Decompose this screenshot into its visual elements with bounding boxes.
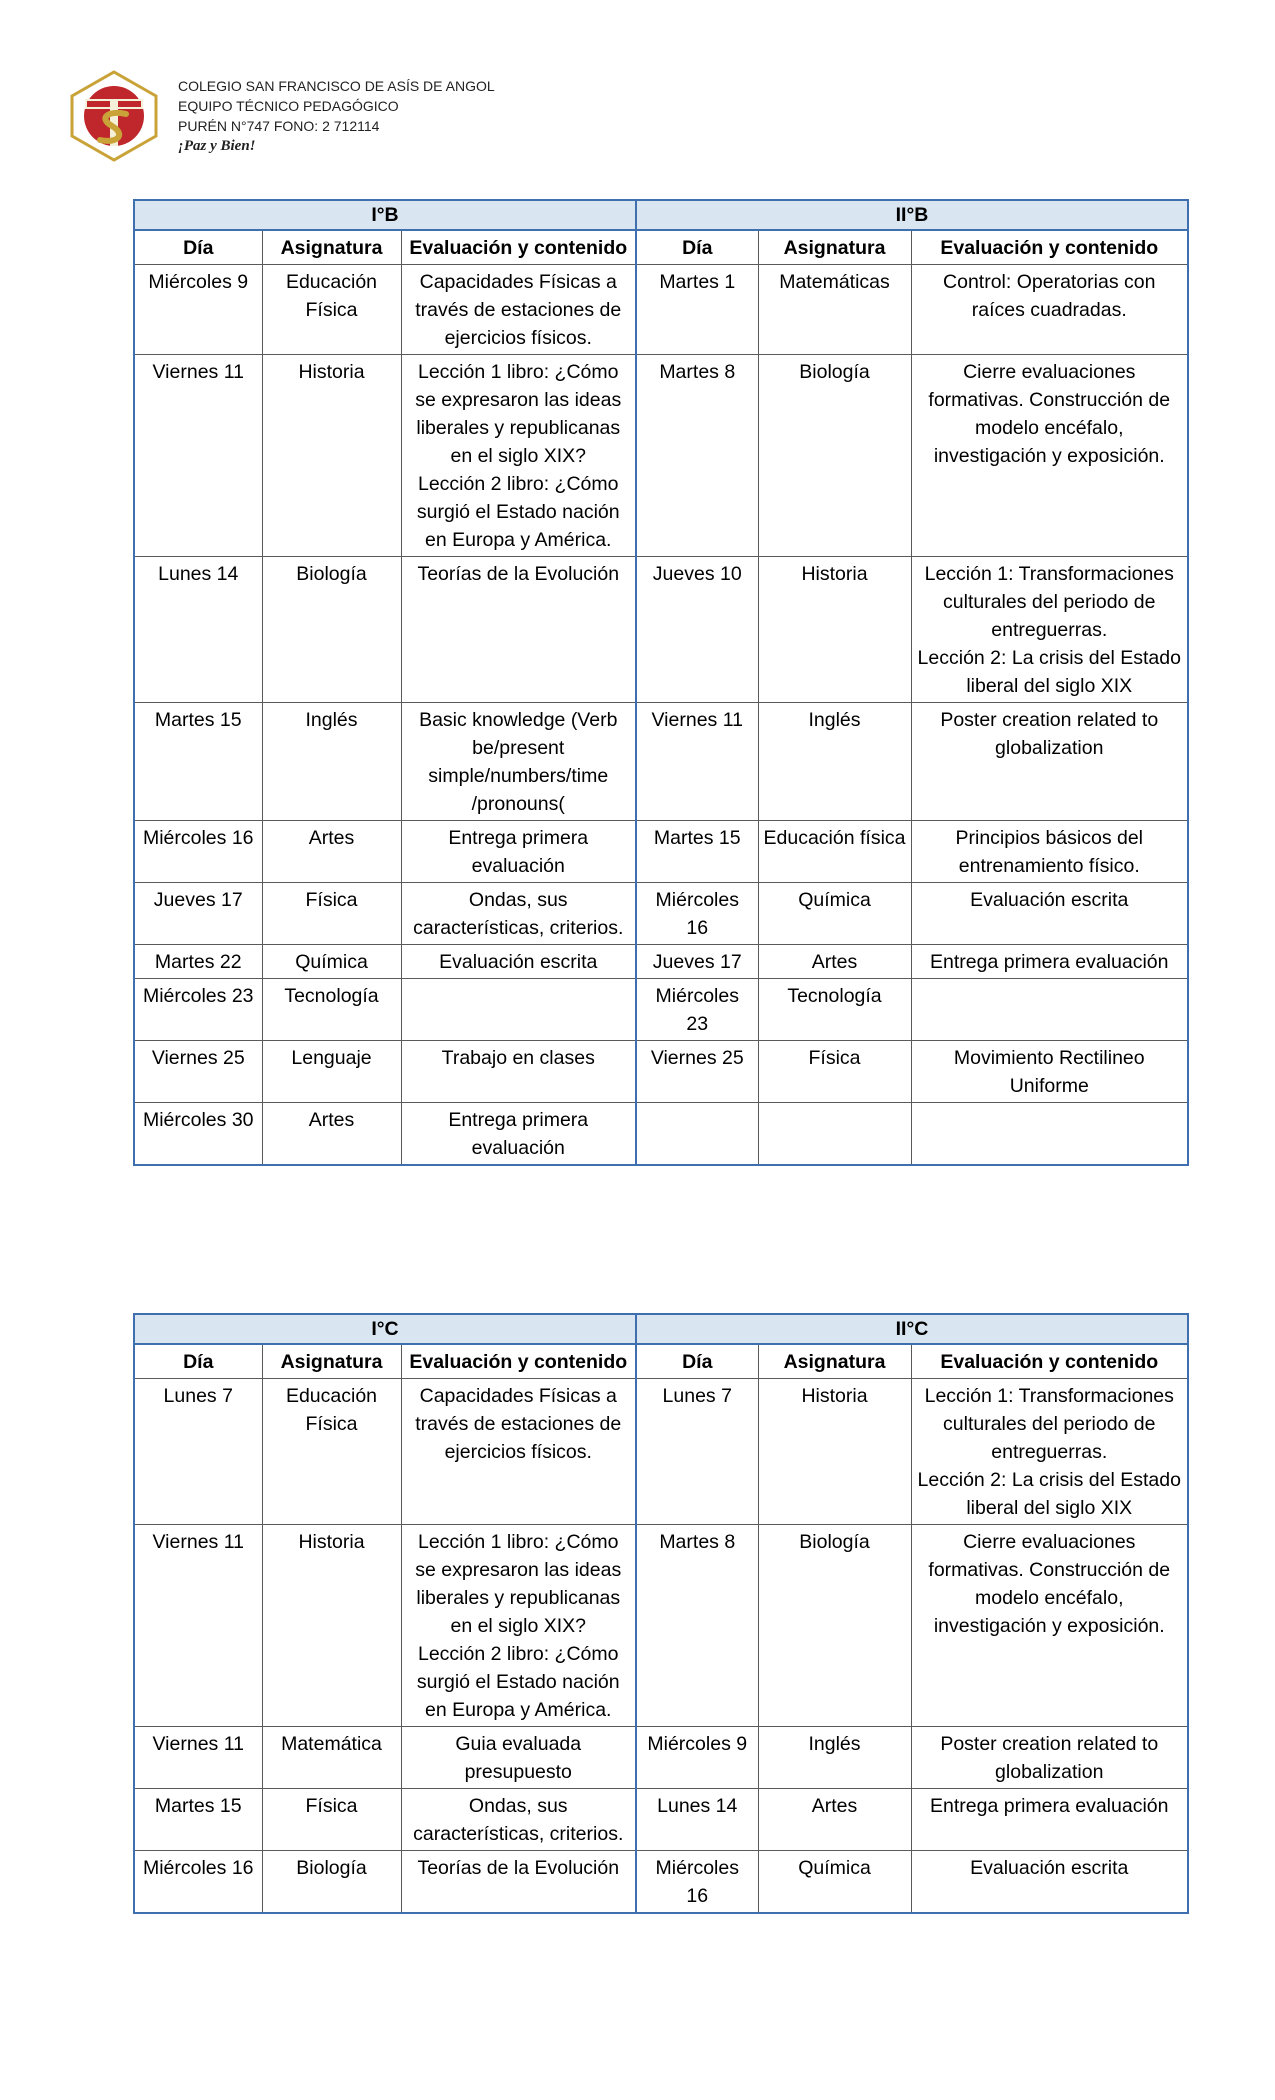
table-row [134, 265, 1188, 355]
day-cell-right: Viernes 25 [636, 1041, 758, 1103]
subject-cell-right: Historia [758, 1379, 911, 1525]
day-cell-right: Martes 8 [636, 355, 758, 557]
evaluation-cell-right: Evaluación escrita [911, 883, 1188, 945]
evaluation-cell-left: Teorías de la Evolución [401, 1851, 636, 1914]
subject-cell-left: Educación Física [262, 265, 401, 355]
day-cell-left: Miércoles 9 [134, 265, 262, 355]
subject-cell-left: Biología [262, 557, 401, 703]
day-cell-right: Martes 1 [636, 265, 758, 355]
day-cell-right [636, 1103, 758, 1166]
evaluation-cell-right [911, 1103, 1188, 1166]
table-row [134, 355, 1188, 557]
evaluation-cell-left: Ondas, sus características, criterios. [401, 883, 636, 945]
day-cell-left: Viernes 25 [134, 1041, 262, 1103]
column-header-row [134, 230, 1188, 265]
subject-cell-left: Física [262, 1789, 401, 1851]
table-row [134, 1041, 1188, 1103]
evaluation-cell-right: Cierre evaluaciones formativas. Construcción de modelo encéfalo, investigación y exposición. [911, 1525, 1188, 1727]
column-header-evaluation-left: Evaluación y contenido [401, 1344, 636, 1379]
table-row [134, 557, 1188, 703]
subject-cell-right: Historia [758, 557, 911, 703]
day-cell-left: Miércoles 16 [134, 1851, 262, 1914]
table-row [134, 1789, 1188, 1851]
day-cell-left: Viernes 11 [134, 1727, 262, 1789]
subject-cell-right: Biología [758, 355, 911, 557]
table-row [134, 703, 1188, 821]
subject-cell-left: Artes [262, 1103, 401, 1166]
evaluation-cell-right: Entrega primera evaluación [911, 945, 1188, 979]
evaluation-cell-right: Entrega primera evaluación [911, 1789, 1188, 1851]
day-cell-left: Jueves 17 [134, 883, 262, 945]
day-cell-left: Lunes 14 [134, 557, 262, 703]
subject-cell-left: Historia [262, 1525, 401, 1727]
column-header-day-right: Día [636, 1344, 758, 1379]
subject-cell-left: Tecnología [262, 979, 401, 1041]
evaluation-cell-right: Lección 1: Transformaciones culturales del periodo de entreguerras. Lección 2: La crisis del Estado liberal del siglo XIX [911, 1379, 1188, 1525]
school-name: COLEGIO SAN FRANCISCO DE ASÍS DE ANGOL [178, 78, 495, 94]
subject-cell-left: Biología [262, 1851, 401, 1914]
subject-cell-left: Matemática [262, 1727, 401, 1789]
evaluation-cell-right: Principios básicos del entrenamiento físico. [911, 821, 1188, 883]
evaluation-cell-right: Cierre evaluaciones formativas. Construcción de modelo encéfalo, investigación y exposición. [911, 355, 1188, 557]
subject-cell-left: Física [262, 883, 401, 945]
table-row [134, 979, 1188, 1041]
evaluation-cell-right: Poster creation related to globalization [911, 1727, 1188, 1789]
subject-cell-left: Química [262, 945, 401, 979]
evaluation-cell-right: Evaluación escrita [911, 1851, 1188, 1914]
table-row [134, 1727, 1188, 1789]
evaluation-cell-left: Entrega primera evaluación [401, 821, 636, 883]
evaluation-cell-right: Movimiento Rectilineo Uniforme [911, 1041, 1188, 1103]
column-header-subject-left: Asignatura [262, 230, 401, 265]
evaluation-cell-left: Ondas, sus características, criterios. [401, 1789, 636, 1851]
day-cell-left: Lunes 7 [134, 1379, 262, 1525]
table-row [134, 883, 1188, 945]
column-header-evaluation-left: Evaluación y contenido [401, 230, 636, 265]
subject-cell-right: Artes [758, 1789, 911, 1851]
day-cell-left: Martes 15 [134, 1789, 262, 1851]
column-header-day-right: Día [636, 230, 758, 265]
evaluation-cell-left: Basic knowledge (Verb be/present simple/numbers/time /pronouns( [401, 703, 636, 821]
table-row [134, 945, 1188, 979]
evaluation-cell-right: Poster creation related to globalization [911, 703, 1188, 821]
subject-cell-right: Inglés [758, 1727, 911, 1789]
evaluation-cell-left: Guia evaluada presupuesto [401, 1727, 636, 1789]
subject-cell-right: Tecnología [758, 979, 911, 1041]
evaluation-cell-left [401, 979, 636, 1041]
schedule-table-ib-iib [133, 199, 1189, 1166]
subject-cell-right: Física [758, 1041, 911, 1103]
table-row [134, 1851, 1188, 1914]
course-title-left: I°C [134, 1314, 636, 1344]
evaluation-cell-left: Lección 1 libro: ¿Cómo se expresaron las ideas liberales y republicanas en el siglo XIX? Lección 2 libro: ¿Cómo surgió el Estado nación en Europa y América. [401, 1525, 636, 1727]
school-address: PURÉN N°747 FONO: 2 712114 [178, 118, 380, 134]
evaluation-cell-left: Trabajo en clases [401, 1041, 636, 1103]
subject-cell-right: Artes [758, 945, 911, 979]
course-title-left: I°B [134, 200, 636, 230]
subject-cell-right: Biología [758, 1525, 911, 1727]
day-cell-right: Miércoles 23 [636, 979, 758, 1041]
table-row [134, 1103, 1188, 1166]
subject-cell-left: Lenguaje [262, 1041, 401, 1103]
course-title-right: II°B [636, 200, 1188, 230]
day-cell-right: Miércoles 16 [636, 883, 758, 945]
column-header-subject-left: Asignatura [262, 1344, 401, 1379]
evaluation-cell-left: Entrega primera evaluación [401, 1103, 636, 1166]
column-header-day-left: Día [134, 1344, 262, 1379]
course-header-row [134, 1314, 1188, 1344]
day-cell-right: Jueves 17 [636, 945, 758, 979]
evaluation-cell-left: Capacidades Físicas a través de estaciones de ejercicios físicos. [401, 1379, 636, 1525]
day-cell-left: Miércoles 23 [134, 979, 262, 1041]
course-title-right: II°C [636, 1314, 1188, 1344]
day-cell-left: Viernes 11 [134, 355, 262, 557]
subject-cell-right: Matemáticas [758, 265, 911, 355]
evaluation-cell-left: Capacidades Físicas a través de estaciones de ejercicios físicos. [401, 265, 636, 355]
table-row [134, 1379, 1188, 1525]
day-cell-left: Martes 22 [134, 945, 262, 979]
subject-cell-right [758, 1103, 911, 1166]
evaluation-cell-right: Control: Operatorias con raíces cuadradas. [911, 265, 1188, 355]
evaluation-cell-right: Lección 1: Transformaciones culturales del periodo de entreguerras. Lección 2: La crisis del Estado liberal del siglo XIX [911, 557, 1188, 703]
column-header-row [134, 1344, 1188, 1379]
table-row [134, 1525, 1188, 1727]
course-header-row [134, 200, 1188, 230]
day-cell-right: Lunes 7 [636, 1379, 758, 1525]
evaluation-cell-left: Lección 1 libro: ¿Cómo se expresaron las ideas liberales y republicanas en el siglo XIX? Lección 2 libro: ¿Cómo surgió el Estado nación en Europa y América. [401, 355, 636, 557]
subject-cell-left: Educación Física [262, 1379, 401, 1525]
school-logo [68, 70, 160, 162]
subject-cell-left: Inglés [262, 703, 401, 821]
day-cell-right: Lunes 14 [636, 1789, 758, 1851]
subject-cell-right: Inglés [758, 703, 911, 821]
evaluation-cell-left: Teorías de la Evolución [401, 557, 636, 703]
column-header-day-left: Día [134, 230, 262, 265]
schedule-table-ic-iic [133, 1313, 1189, 1914]
column-header-evaluation-right: Evaluación y contenido [911, 1344, 1188, 1379]
column-header-subject-right: Asignatura [758, 1344, 911, 1379]
day-cell-right: Miércoles 16 [636, 1851, 758, 1914]
school-motto: ¡Paz y Bien! [178, 138, 256, 154]
subject-cell-left: Artes [262, 821, 401, 883]
subject-cell-right: Química [758, 883, 911, 945]
day-cell-right: Jueves 10 [636, 557, 758, 703]
column-header-evaluation-right: Evaluación y contenido [911, 230, 1188, 265]
table-row [134, 821, 1188, 883]
day-cell-right: Viernes 11 [636, 703, 758, 821]
day-cell-left: Viernes 11 [134, 1525, 262, 1727]
day-cell-right: Miércoles 9 [636, 1727, 758, 1789]
evaluation-cell-right [911, 979, 1188, 1041]
day-cell-left: Martes 15 [134, 703, 262, 821]
day-cell-left: Miércoles 16 [134, 821, 262, 883]
subject-cell-left: Historia [262, 355, 401, 557]
evaluation-cell-left: Evaluación escrita [401, 945, 636, 979]
day-cell-right: Martes 8 [636, 1525, 758, 1727]
subject-cell-right: Química [758, 1851, 911, 1914]
document-header [178, 76, 495, 156]
day-cell-right: Martes 15 [636, 821, 758, 883]
team-name: EQUIPO TÉCNICO PEDAGÓGICO [178, 98, 399, 114]
subject-cell-right: Educación física [758, 821, 911, 883]
column-header-subject-right: Asignatura [758, 230, 911, 265]
day-cell-left: Miércoles 30 [134, 1103, 262, 1166]
